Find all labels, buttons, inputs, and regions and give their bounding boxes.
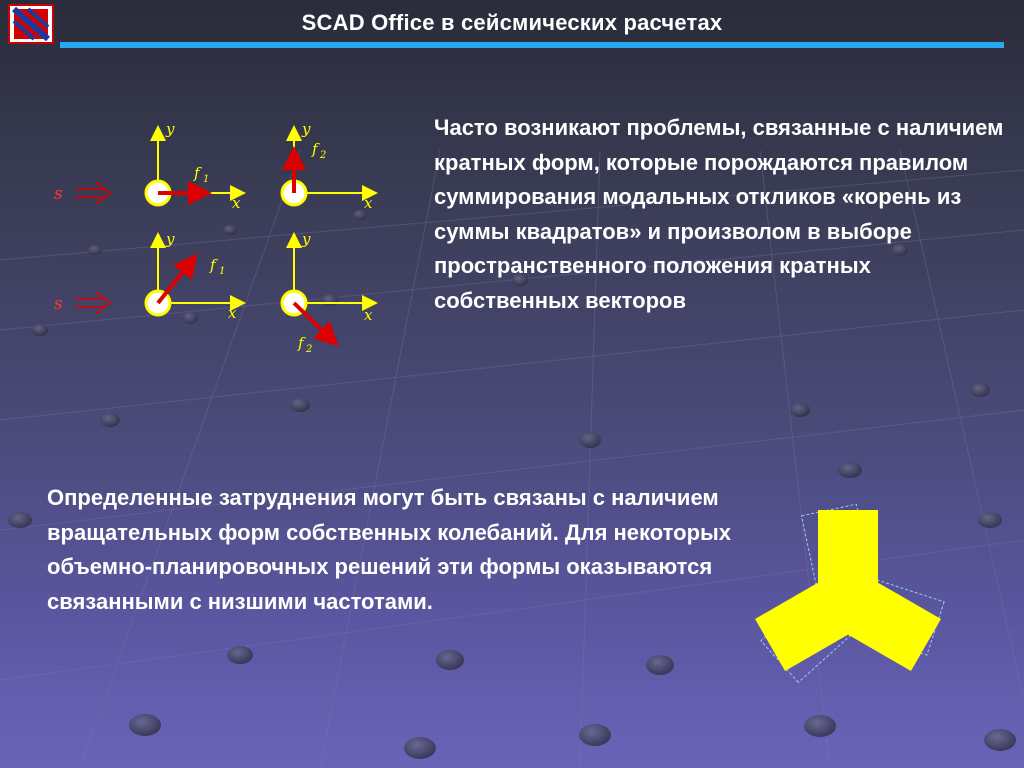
title-underline: [60, 42, 1004, 48]
modal-vectors-diagram: [40, 118, 400, 358]
panel-4: [282, 230, 373, 355]
vector-f1-subscript: 1: [219, 266, 226, 277]
axis-y-label: y: [166, 230, 175, 248]
axis-x-label: x: [228, 304, 237, 322]
axis-y-label: y: [166, 120, 175, 138]
vector-f2-label: f: [298, 334, 304, 352]
axis-x-label: x: [232, 194, 241, 212]
load-s-label: s: [54, 184, 63, 204]
axis-y-label: y: [302, 120, 311, 138]
vector-f2-label: f: [312, 140, 318, 158]
panel-1: [54, 120, 241, 212]
panel-3: [54, 230, 238, 322]
vector-f1-label: f: [194, 164, 200, 182]
vector-f2-subscript: 2: [306, 344, 313, 355]
vector-f2-subscript: 2: [320, 150, 327, 161]
vector-f1-subscript: 1: [203, 174, 210, 185]
page-title: SCAD Office в сейсмических расчетах: [301, 10, 723, 35]
rotational-form-shape: [730, 500, 970, 710]
axis-x-label: x: [364, 194, 373, 212]
load-s-label: s: [54, 294, 63, 314]
paragraph-rotational-modes: Определенные затруднения могут быть связаны с наличием вращательных форм собственных колебаний. Для некоторых объемно-планировочных решений эти формы оказываются связанными с низшими частотами.: [47, 485, 732, 614]
axis-y-label: y: [302, 230, 311, 248]
panel-2: [282, 120, 373, 212]
axis-x-label: x: [364, 306, 373, 324]
paragraph-multiple-modes: Часто возникают проблемы, связанные с наличием кратных форм, которые порождаются правилом суммирования модальных откликов «корень из суммы квадратов» и произволом в выборе пространственного положения кратных собственных векторов: [434, 115, 1004, 313]
vector-f1-label: f: [210, 256, 216, 274]
